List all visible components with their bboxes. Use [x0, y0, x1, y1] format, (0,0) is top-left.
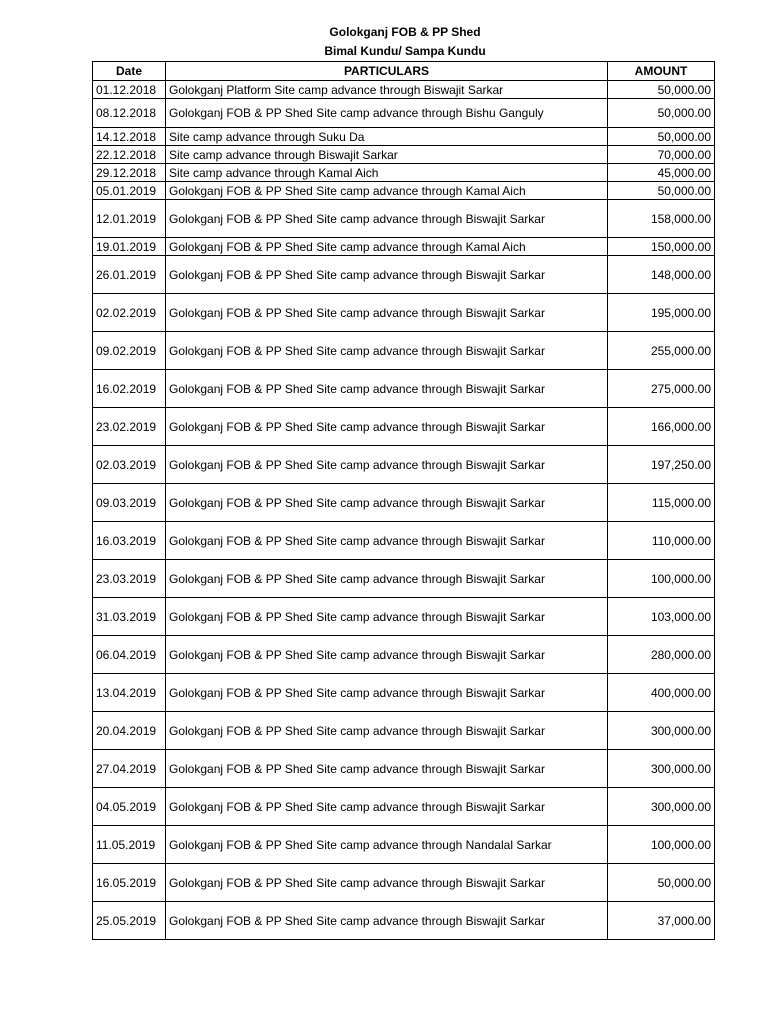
- amount-cell: 50,000.00: [608, 182, 715, 200]
- particulars-cell: Golokganj FOB & PP Shed Site camp advance through Biswajit Sarkar: [166, 788, 608, 826]
- table-row: [93, 636, 715, 674]
- amount-cell: 50,000.00: [608, 81, 715, 99]
- amount-cell: 195,000.00: [608, 294, 715, 332]
- table-row: [93, 332, 715, 370]
- amount-cell: 400,000.00: [608, 674, 715, 712]
- amount-cell: 150,000.00: [608, 238, 715, 256]
- column-header-amount: AMOUNT: [608, 62, 715, 81]
- table-row: [93, 146, 715, 164]
- particulars-cell: Golokganj FOB & PP Shed Site camp advance through Biswajit Sarkar: [166, 674, 608, 712]
- date-cell: 13.04.2019: [93, 674, 166, 712]
- particulars-cell: Golokganj FOB & PP Shed Site camp advance through Bishu Ganguly: [166, 99, 608, 128]
- particulars-cell: Golokganj FOB & PP Shed Site camp advance through Biswajit Sarkar: [166, 446, 608, 484]
- particulars-cell: Golokganj FOB & PP Shed Site camp advance through Biswajit Sarkar: [166, 902, 608, 940]
- amount-cell: 50,000.00: [608, 99, 715, 128]
- ledger-header: [93, 62, 715, 81]
- date-cell: 01.12.2018: [93, 81, 166, 99]
- table-row: [93, 674, 715, 712]
- amount-cell: 166,000.00: [608, 408, 715, 446]
- table-row: [93, 256, 715, 294]
- date-cell: 02.03.2019: [93, 446, 166, 484]
- date-cell: 11.05.2019: [93, 826, 166, 864]
- amount-cell: 197,250.00: [608, 446, 715, 484]
- table-row: [93, 81, 715, 99]
- date-cell: 26.01.2019: [93, 256, 166, 294]
- table-row: [93, 484, 715, 522]
- table-row: [93, 864, 715, 902]
- table-row: [93, 370, 715, 408]
- particulars-cell: Golokganj FOB & PP Shed Site camp advance through Biswajit Sarkar: [166, 370, 608, 408]
- amount-cell: 158,000.00: [608, 200, 715, 238]
- particulars-cell: Golokganj FOB & PP Shed Site camp advance through Biswajit Sarkar: [166, 750, 608, 788]
- particulars-cell: Golokganj FOB & PP Shed Site camp advance through Biswajit Sarkar: [166, 256, 608, 294]
- particulars-cell: Golokganj FOB & PP Shed Site camp advance through Biswajit Sarkar: [166, 636, 608, 674]
- particulars-cell: Golokganj FOB & PP Shed Site camp advance through Biswajit Sarkar: [166, 294, 608, 332]
- amount-cell: 100,000.00: [608, 560, 715, 598]
- table-row: [93, 294, 715, 332]
- particulars-cell: Golokganj FOB & PP Shed Site camp advance through Biswajit Sarkar: [166, 332, 608, 370]
- amount-cell: 148,000.00: [608, 256, 715, 294]
- particulars-cell: Golokganj FOB & PP Shed Site camp advance through Biswajit Sarkar: [166, 598, 608, 636]
- header-row: [93, 62, 715, 81]
- date-cell: 22.12.2018: [93, 146, 166, 164]
- date-cell: 02.02.2019: [93, 294, 166, 332]
- amount-cell: 70,000.00: [608, 146, 715, 164]
- amount-cell: 110,000.00: [608, 522, 715, 560]
- date-cell: 19.01.2019: [93, 238, 166, 256]
- date-cell: 16.05.2019: [93, 864, 166, 902]
- date-cell: 08.12.2018: [93, 99, 166, 128]
- particulars-cell: Site camp advance through Kamal Aich: [166, 164, 608, 182]
- particulars-cell: Golokganj Platform Site camp advance through Biswajit Sarkar: [166, 81, 608, 99]
- table-row: [93, 238, 715, 256]
- date-cell: 16.03.2019: [93, 522, 166, 560]
- date-cell: 09.03.2019: [93, 484, 166, 522]
- table-row: [93, 522, 715, 560]
- amount-cell: 45,000.00: [608, 164, 715, 182]
- particulars-cell: Golokganj FOB & PP Shed Site camp advance through Biswajit Sarkar: [166, 560, 608, 598]
- amount-cell: 255,000.00: [608, 332, 715, 370]
- table-row: [93, 826, 715, 864]
- particulars-cell: Golokganj FOB & PP Shed Site camp advance through Biswajit Sarkar: [166, 408, 608, 446]
- column-header-particulars: PARTICULARS: [166, 62, 608, 81]
- date-cell: 06.04.2019: [93, 636, 166, 674]
- column-header-date: Date: [93, 62, 166, 81]
- particulars-cell: Site camp advance through Suku Da: [166, 128, 608, 146]
- amount-cell: 115,000.00: [608, 484, 715, 522]
- date-cell: 14.12.2018: [93, 128, 166, 146]
- table-row: [93, 128, 715, 146]
- particulars-cell: Golokganj FOB & PP Shed Site camp advance through Nandalal Sarkar: [166, 826, 608, 864]
- table-row: [93, 164, 715, 182]
- amount-cell: 300,000.00: [608, 788, 715, 826]
- particulars-cell: Golokganj FOB & PP Shed Site camp advance through Biswajit Sarkar: [166, 200, 608, 238]
- ledger-body: [93, 81, 715, 940]
- ledger-table: [92, 61, 715, 940]
- table-row: [93, 788, 715, 826]
- amount-cell: 100,000.00: [608, 826, 715, 864]
- particulars-cell: Golokganj FOB & PP Shed Site camp advance through Biswajit Sarkar: [166, 484, 608, 522]
- table-row: [93, 560, 715, 598]
- table-row: [93, 182, 715, 200]
- date-cell: 12.01.2019: [93, 200, 166, 238]
- date-cell: 04.05.2019: [93, 788, 166, 826]
- amount-cell: 275,000.00: [608, 370, 715, 408]
- date-cell: 05.01.2019: [93, 182, 166, 200]
- amount-cell: 50,000.00: [608, 128, 715, 146]
- table-row: [93, 408, 715, 446]
- document-title: Golokganj FOB & PP Shed: [329, 25, 481, 39]
- amount-cell: 37,000.00: [608, 902, 715, 940]
- particulars-cell: Golokganj FOB & PP Shed Site camp advance through Biswajit Sarkar: [166, 712, 608, 750]
- date-cell: 27.04.2019: [93, 750, 166, 788]
- date-cell: 25.05.2019: [93, 902, 166, 940]
- particulars-cell: Golokganj FOB & PP Shed Site camp advance through Biswajit Sarkar: [166, 864, 608, 902]
- table-row: [93, 598, 715, 636]
- particulars-cell: Golokganj FOB & PP Shed Site camp advance through Biswajit Sarkar: [166, 522, 608, 560]
- document-subtitle: Bimal Kundu/ Sampa Kundu: [324, 44, 486, 58]
- date-cell: 16.02.2019: [93, 370, 166, 408]
- amount-cell: 103,000.00: [608, 598, 715, 636]
- particulars-cell: Site camp advance through Biswajit Sarkar: [166, 146, 608, 164]
- table-row: [93, 200, 715, 238]
- table-row: [93, 446, 715, 484]
- amount-cell: 50,000.00: [608, 864, 715, 902]
- amount-cell: 300,000.00: [608, 750, 715, 788]
- date-cell: 23.02.2019: [93, 408, 166, 446]
- date-cell: 09.02.2019: [93, 332, 166, 370]
- table-row: [93, 99, 715, 128]
- particulars-cell: Golokganj FOB & PP Shed Site camp advance through Kamal Aich: [166, 182, 608, 200]
- date-cell: 20.04.2019: [93, 712, 166, 750]
- date-cell: 31.03.2019: [93, 598, 166, 636]
- amount-cell: 280,000.00: [608, 636, 715, 674]
- date-cell: 29.12.2018: [93, 164, 166, 182]
- table-row: [93, 712, 715, 750]
- amount-cell: 300,000.00: [608, 712, 715, 750]
- table-row: [93, 750, 715, 788]
- table-row: [93, 902, 715, 940]
- particulars-cell: Golokganj FOB & PP Shed Site camp advance through Kamal Aich: [166, 238, 608, 256]
- date-cell: 23.03.2019: [93, 560, 166, 598]
